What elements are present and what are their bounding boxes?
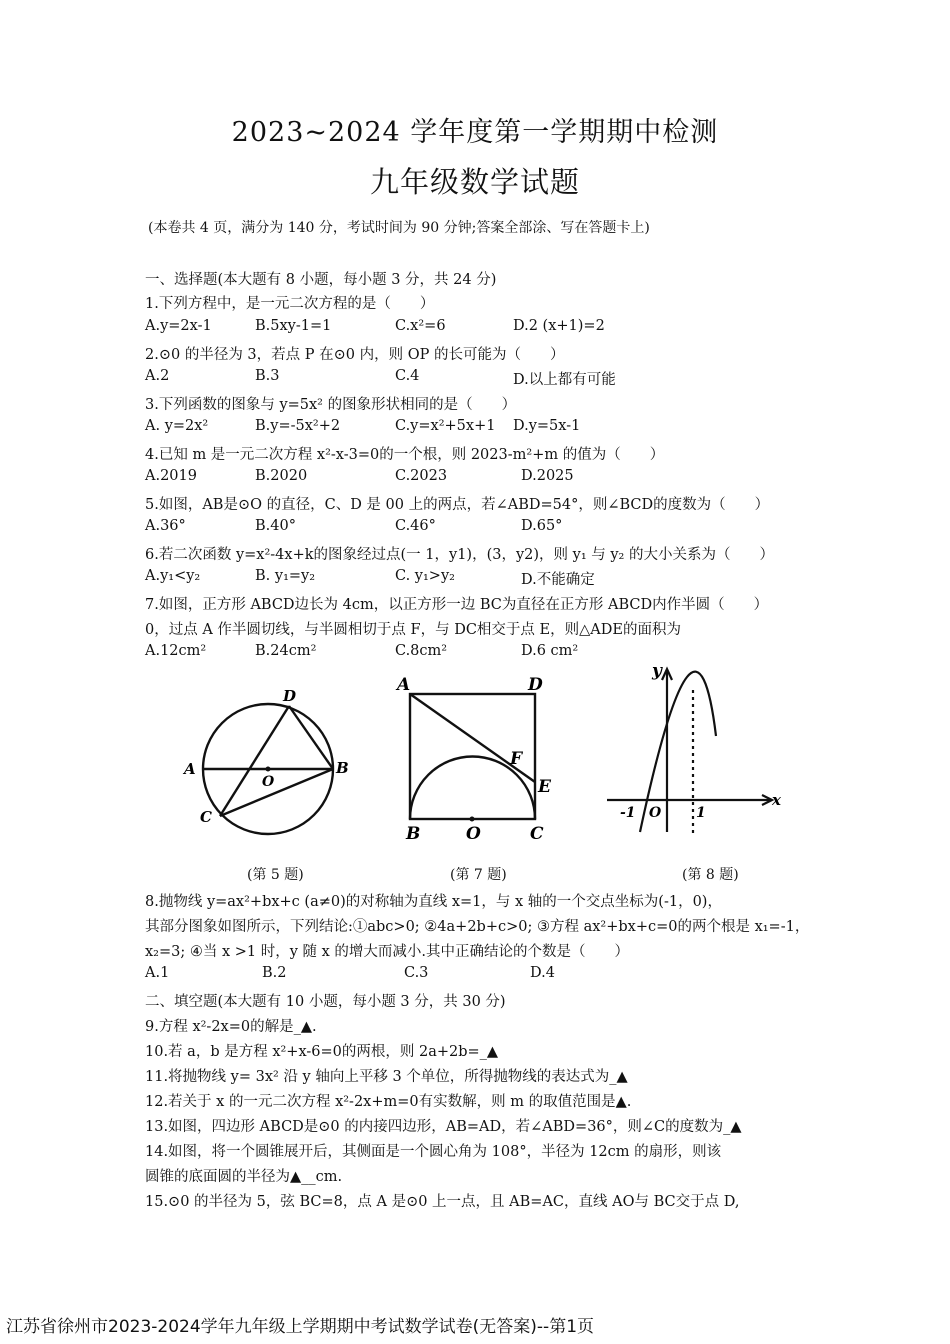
axis-y-label: y	[652, 661, 662, 681]
figure-caption: (第 5 题)	[247, 867, 304, 883]
option: A.36°	[145, 518, 186, 534]
label-d: D	[528, 675, 543, 695]
option: A.2	[145, 368, 170, 384]
page-footer: 江苏省徐州市2023-2024学年九年级上学期期中考试数学试卷(无答案)--第1页	[6, 1317, 595, 1337]
option: C.2023	[395, 468, 448, 484]
fill-question: 13.如图，四边形 ABCD是⊙0 的内接四边形，AB=AD，若∠ABD=36°，则∠C的度数为_▲	[145, 1119, 742, 1135]
option: B.24cm²	[255, 643, 317, 659]
exam-subtitle: 九年级数学试题	[369, 165, 580, 199]
option: D.65°	[521, 518, 563, 534]
option: B.y=-5x²+2	[255, 418, 341, 434]
label-f: F	[510, 749, 523, 769]
option: A.1	[145, 965, 170, 981]
question-stem: 7.如图，正方形 ABCD边长为 4cm，以正方形一边 BC为直径在正方形 ABCD内作半圆（ ）	[145, 597, 769, 613]
question-stem-cont: 其部分图象如图所示，下列结论:①abc>0; ②4a+2b+c>0; ③方程 ax²+bx+c=0的两个根是 x₁=-1，	[145, 919, 810, 935]
fill-question: 14.如图，将一个圆锥展开后，其侧面是一个圆心角为 108°，半径为 12cm 的扇形，则该	[145, 1144, 722, 1160]
option: C.46°	[395, 518, 436, 534]
question-stem-cont: x₂=3; ④当 x >1 时，y 随 x 的增大而减小.其中正确结论的个数是（ ）	[145, 944, 630, 960]
question-stem: 4.已知 m 是一元二次方程 x²-x-3=0的一个根，则 2023-m²+m 的值为（ ）	[145, 447, 665, 463]
option: D.2 (x+1)=2	[513, 318, 605, 334]
option: A.12cm²	[145, 643, 207, 659]
option: A.2019	[145, 468, 197, 484]
axis-x-label: x	[772, 791, 781, 809]
option: D.不能确定	[521, 572, 595, 588]
option: B.40°	[255, 518, 296, 534]
label-e: E	[538, 777, 551, 797]
option: C. y₁>y₂	[395, 568, 455, 584]
option: D.以上都有可能	[513, 372, 616, 388]
figure-caption: (第 8 题)	[682, 867, 739, 883]
option: B.2	[262, 965, 287, 981]
figures-row	[0, 660, 950, 890]
exam-note: (本卷共 4 页，满分为 140 分，考试时间为 90 分钟;答案全部涂、写在答题卡上)	[148, 220, 650, 236]
fill-question-cont: 圆锥的底面圆的半径为▲__cm.	[145, 1169, 343, 1185]
option: A.y=2x-1	[145, 318, 212, 334]
fill-question: 12.若关于 x 的一元二次方程 x²-2x+m=0有实数解，则 m 的取值范围是▲.	[145, 1094, 632, 1110]
label-c: C	[200, 808, 212, 826]
option: B.2020	[255, 468, 308, 484]
question-stem: 1.下列方程中，是一元二次方程的是（ ）	[145, 296, 435, 312]
option: C.3	[404, 965, 429, 981]
option: C.x²=6	[395, 318, 446, 334]
label-c: C	[530, 824, 544, 844]
question-stem: 6.若二次函数 y=x²-4x+k的图象经过点(一 1，y1)，(3，y2)，则 y₁ 与 y₂ 的大小关系为（ ）	[145, 547, 774, 563]
option: C.y=x²+5x+1	[395, 418, 496, 434]
figure-caption: (第 7 题)	[450, 867, 507, 883]
section-heading: 一、选择题(本大题有 8 小题，每小题 3 分，共 24 分)	[145, 272, 497, 288]
option: C.8cm²	[395, 643, 448, 659]
question-stem: 5.如图，AB是⊙O 的直径，C、D 是 00 上的两点，若∠ABD=54°，则∠BCD的度数为（ ）	[145, 497, 770, 513]
option: D.4	[530, 965, 555, 981]
option: B.5xy-1=1	[255, 318, 332, 334]
question-stem: 2.⊙0 的半径为 3，若点 P 在⊙0 内，则 OP 的长可能为（ ）	[145, 347, 565, 363]
tick-minus-one: -1	[620, 805, 636, 821]
label-o: O	[466, 824, 481, 844]
fill-question: 15.⊙0 的半径为 5，弦 BC=8，点 A 是⊙0 上一点，且 AB=AC，直线 AO与 BC交于点 D,	[145, 1194, 740, 1210]
fill-question: 9.方程 x²-2x=0的解是_▲.	[145, 1019, 317, 1035]
tick-one: 1	[696, 805, 706, 821]
label-o: O	[262, 774, 275, 790]
option: D.2025	[521, 468, 574, 484]
option: A. y=2x²	[145, 418, 209, 434]
label-b: B	[336, 759, 349, 777]
question-stem: 8.抛物线 y=ax²+bx+c (a≠0)的对称轴为直线 x=1，与 x 轴的一个交点坐标为(-1，0)，	[145, 894, 722, 910]
label-a: A	[184, 760, 196, 778]
option: D.6 cm²	[521, 643, 579, 659]
label-b: B	[406, 824, 421, 844]
question-stem-cont: 0，过点 A 作半圆切线，与半圆相切于点 F，与 DC相交于点 E，则△ADE的面积为	[145, 622, 681, 638]
origin-label: O	[649, 805, 662, 821]
fill-question: 11.将抛物线 y= 3x² 沿 y 轴向上平移 3 个单位，所得抛物线的表达式为_▲	[145, 1069, 628, 1085]
fill-question: 10.若 a，b 是方程 x²+x-6=0的两根，则 2a+2b=_▲	[145, 1044, 499, 1060]
option: B. y₁=y₂	[255, 568, 316, 584]
option: D.y=5x-1	[513, 418, 581, 434]
exam-title: 2023~2024 学年度第一学期期中检测	[231, 117, 719, 148]
label-d: D	[283, 687, 297, 705]
option: C.4	[395, 368, 420, 384]
option: A.y₁<y₂	[145, 568, 201, 584]
option: B.3	[255, 368, 280, 384]
section-heading: 二、填空题(本大题有 10 小题，每小题 3 分，共 30 分)	[145, 994, 506, 1010]
question-stem: 3.下列函数的图象与 y=5x² 的图象形状相同的是（ ）	[145, 397, 517, 413]
label-a: A	[397, 675, 411, 695]
